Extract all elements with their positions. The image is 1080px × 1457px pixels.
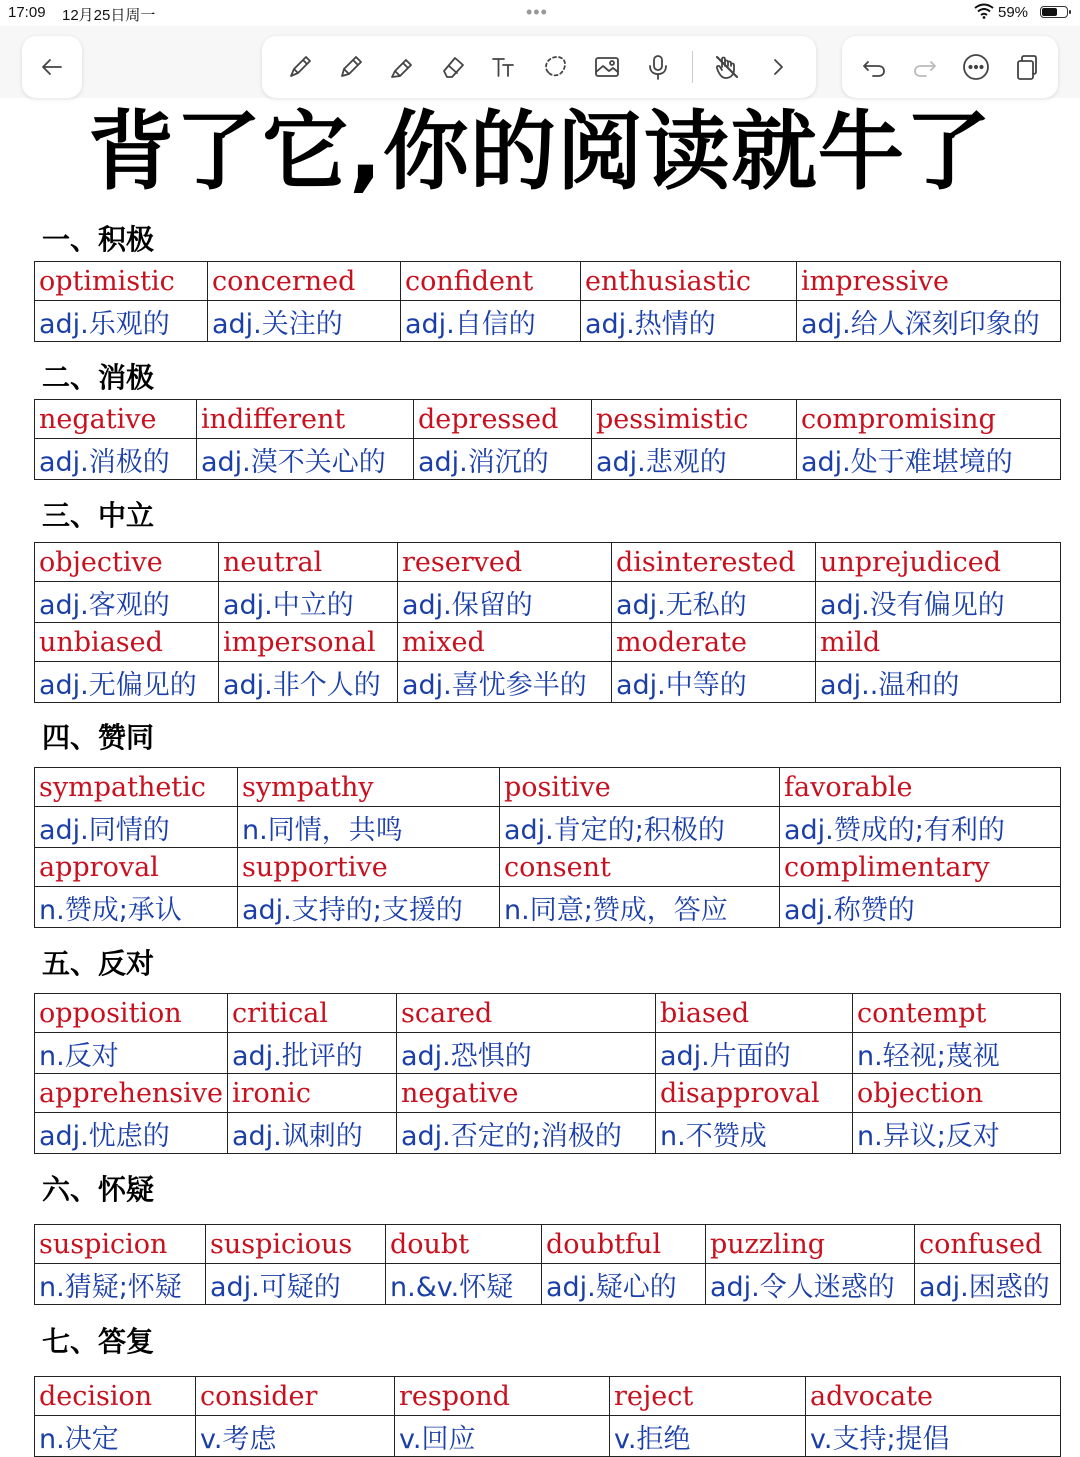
page-title: 背了它,你的阅读就牛了 xyxy=(88,102,992,202)
chinese-meaning: adj.客观的 xyxy=(35,582,219,623)
english-word: opposition xyxy=(35,994,228,1033)
pencil-icon[interactable] xyxy=(334,50,368,84)
english-word: enthusiastic xyxy=(581,262,797,301)
chinese-meaning: adj.关注的 xyxy=(208,301,401,342)
chinese-meaning: n.猜疑;怀疑 xyxy=(35,1264,206,1305)
chinese-meaning: adj.热情的 xyxy=(581,301,797,342)
english-word: disinterested xyxy=(612,543,816,582)
eraser-icon[interactable] xyxy=(436,50,470,84)
battery-percent: 59% xyxy=(998,4,1029,21)
chinese-meaning: adj.片面的 xyxy=(656,1033,853,1074)
chinese-meaning: n.赞成;承认 xyxy=(35,887,238,928)
chinese-meaning: adj.赞成的;有利的 xyxy=(780,807,1061,848)
section-heading-negative: 二、消极 xyxy=(42,361,155,394)
table-row xyxy=(35,439,1061,480)
english-word: suspicious xyxy=(206,1225,386,1264)
chinese-meaning: adj.无偏见的 xyxy=(35,662,219,703)
vocab-table-neutral xyxy=(34,542,1061,703)
chinese-meaning: adj..温和的 xyxy=(816,662,1061,703)
arrow-left-icon xyxy=(35,50,69,84)
table-row xyxy=(35,262,1061,301)
chevron-right-icon[interactable] xyxy=(761,50,795,84)
english-word: depressed xyxy=(414,400,592,439)
chinese-meaning: v.支持;提倡 xyxy=(806,1416,1061,1457)
status-date: 12月25日周一 xyxy=(62,7,156,24)
chinese-meaning: n.异议;反对 xyxy=(853,1113,1061,1154)
section-heading-positive: 一、积极 xyxy=(42,223,155,256)
english-word: doubtful xyxy=(542,1225,706,1264)
english-word: impressive xyxy=(797,262,1061,301)
image-icon[interactable] xyxy=(590,50,624,84)
chinese-meaning: adj.讽刺的 xyxy=(228,1113,397,1154)
pages-icon[interactable] xyxy=(1010,50,1044,84)
table-row xyxy=(35,400,1061,439)
section-heading-neutral: 三、中立 xyxy=(42,499,155,532)
english-word: ironic xyxy=(228,1074,397,1113)
more-icon[interactable] xyxy=(959,50,993,84)
chinese-meaning: adj.给人深刻印象的 xyxy=(797,301,1061,342)
chinese-meaning: adj.漠不关心的 xyxy=(197,439,414,480)
english-word: critical xyxy=(228,994,397,1033)
undo-icon[interactable] xyxy=(857,50,891,84)
english-word: compromising xyxy=(797,400,1061,439)
table-row xyxy=(35,1074,1061,1113)
chinese-meaning: adj.批评的 xyxy=(228,1033,397,1074)
table-row xyxy=(35,623,1061,662)
section-heading-reply: 七、答复 xyxy=(42,1325,155,1358)
battery-icon xyxy=(1040,6,1068,18)
table-row xyxy=(35,543,1061,582)
english-word: apprehensive xyxy=(35,1074,228,1113)
drawing-toolbar xyxy=(262,36,816,98)
english-word: biased xyxy=(656,994,853,1033)
redo-icon[interactable] xyxy=(908,50,942,84)
vocab-table-reply xyxy=(34,1376,1061,1457)
section-heading-agree: 四、赞同 xyxy=(42,721,155,754)
table-row xyxy=(35,1377,1061,1416)
english-word: disapproval xyxy=(656,1074,853,1113)
chinese-meaning: adj.支持的;支援的 xyxy=(238,887,500,928)
english-word: indifferent xyxy=(197,400,414,439)
table-row xyxy=(35,887,1061,928)
table-row xyxy=(35,1033,1061,1074)
chinese-meaning: adj.令人迷惑的 xyxy=(706,1264,915,1305)
chinese-meaning: n.轻视;蔑视 xyxy=(853,1033,1061,1074)
english-word: confused xyxy=(915,1225,1061,1264)
status-bar xyxy=(0,0,1080,26)
english-word: respond xyxy=(395,1377,610,1416)
english-word: consent xyxy=(500,848,780,887)
table-row xyxy=(35,582,1061,623)
chinese-meaning: v.拒绝 xyxy=(610,1416,806,1457)
english-word: objective xyxy=(35,543,219,582)
chinese-meaning: n.不赞成 xyxy=(656,1113,853,1154)
chinese-meaning: adj.非个人的 xyxy=(219,662,398,703)
table-row xyxy=(35,807,1061,848)
english-word: suspicion xyxy=(35,1225,206,1264)
english-word: impersonal xyxy=(219,623,398,662)
vocab-table-doubt xyxy=(34,1224,1061,1305)
english-word: favorable xyxy=(780,768,1061,807)
chinese-meaning: adj.没有偏见的 xyxy=(816,582,1061,623)
table-row xyxy=(35,1225,1061,1264)
table-row xyxy=(35,1113,1061,1154)
english-word: sympathetic xyxy=(35,768,238,807)
chinese-meaning: adj.肯定的;积极的 xyxy=(500,807,780,848)
chinese-meaning: adj.疑心的 xyxy=(542,1264,706,1305)
chinese-meaning: n.同意;赞成，答应 xyxy=(500,887,780,928)
chinese-meaning: adj.称赞的 xyxy=(780,887,1061,928)
english-word: reject xyxy=(610,1377,806,1416)
section-heading-oppose: 五、反对 xyxy=(42,947,155,980)
chinese-meaning: adj.中等的 xyxy=(612,662,816,703)
english-word: objection xyxy=(853,1074,1061,1113)
chinese-meaning: adj.中立的 xyxy=(219,582,398,623)
english-word: mild xyxy=(816,623,1061,662)
vocab-table-agree xyxy=(34,767,1061,928)
english-word: consider xyxy=(196,1377,395,1416)
chinese-meaning: adj.保留的 xyxy=(398,582,612,623)
back-button[interactable] xyxy=(22,36,82,98)
english-word: negative xyxy=(397,1074,656,1113)
chinese-meaning: adj.悲观的 xyxy=(592,439,797,480)
english-word: unbiased xyxy=(35,623,219,662)
english-word: optimistic xyxy=(35,262,208,301)
pen-icon[interactable] xyxy=(283,50,317,84)
vocab-table-negative xyxy=(34,399,1061,480)
chinese-meaning: n.反对 xyxy=(35,1033,228,1074)
chinese-meaning: adj.无私的 xyxy=(612,582,816,623)
chinese-meaning: adj.消沉的 xyxy=(414,439,592,480)
english-word: puzzling xyxy=(706,1225,915,1264)
table-row xyxy=(35,662,1061,703)
vocab-table-positive xyxy=(34,261,1061,342)
table-row xyxy=(35,768,1061,807)
multitask-dots-icon[interactable]: ••• xyxy=(526,2,548,22)
chinese-meaning: adj.否定的;消极的 xyxy=(397,1113,656,1154)
english-word: positive xyxy=(500,768,780,807)
chinese-meaning: adj.乐观的 xyxy=(35,301,208,342)
english-word: neutral xyxy=(219,543,398,582)
english-word: negative xyxy=(35,400,197,439)
wifi-icon xyxy=(974,3,994,23)
english-word: decision xyxy=(35,1377,196,1416)
english-word: unprejudiced xyxy=(816,543,1061,582)
chinese-meaning: adj.忧虑的 xyxy=(35,1113,228,1154)
vocab-table-oppose xyxy=(34,993,1061,1154)
table-row xyxy=(35,1264,1061,1305)
english-word: mixed xyxy=(398,623,612,662)
chinese-meaning: adj.可疑的 xyxy=(206,1264,386,1305)
chinese-meaning: v.考虑 xyxy=(196,1416,395,1457)
document-actions xyxy=(842,36,1058,98)
section-heading-doubt: 六、怀疑 xyxy=(42,1173,155,1206)
highlighter-icon[interactable] xyxy=(385,50,419,84)
chinese-meaning: n.决定 xyxy=(35,1416,196,1457)
english-word: confident xyxy=(401,262,581,301)
english-word: approval xyxy=(35,848,238,887)
english-word: doubt xyxy=(386,1225,542,1264)
chinese-meaning: adj.恐惧的 xyxy=(397,1033,656,1074)
chinese-meaning: v.回应 xyxy=(395,1416,610,1457)
chinese-meaning: adj.消极的 xyxy=(35,439,197,480)
english-word: moderate xyxy=(612,623,816,662)
chinese-meaning: n.&v.怀疑 xyxy=(386,1264,542,1305)
toolbar-divider xyxy=(692,51,693,83)
table-row xyxy=(35,301,1061,342)
chinese-meaning: n.同情，共鸣 xyxy=(238,807,500,848)
lasso-icon[interactable] xyxy=(538,50,572,84)
status-time: 17:09 xyxy=(8,4,46,21)
chinese-meaning: adj.同情的 xyxy=(35,807,238,848)
hand-touch-icon[interactable] xyxy=(710,50,744,84)
table-row xyxy=(35,994,1061,1033)
text-tool-icon[interactable] xyxy=(487,50,521,84)
english-word: advocate xyxy=(806,1377,1061,1416)
english-word: concerned xyxy=(208,262,401,301)
english-word: contempt xyxy=(853,994,1061,1033)
english-word: reserved xyxy=(398,543,612,582)
chinese-meaning: adj.自信的 xyxy=(401,301,581,342)
english-word: pessimistic xyxy=(592,400,797,439)
english-word: complimentary xyxy=(780,848,1061,887)
microphone-icon[interactable] xyxy=(641,50,675,84)
english-word: supportive xyxy=(238,848,500,887)
english-word: sympathy xyxy=(238,768,500,807)
chinese-meaning: adj.处于难堪境的 xyxy=(797,439,1061,480)
chinese-meaning: adj.喜忧参半的 xyxy=(398,662,612,703)
chinese-meaning: adj.困惑的 xyxy=(915,1264,1061,1305)
english-word: scared xyxy=(397,994,656,1033)
table-row xyxy=(35,1416,1061,1457)
table-row xyxy=(35,848,1061,887)
